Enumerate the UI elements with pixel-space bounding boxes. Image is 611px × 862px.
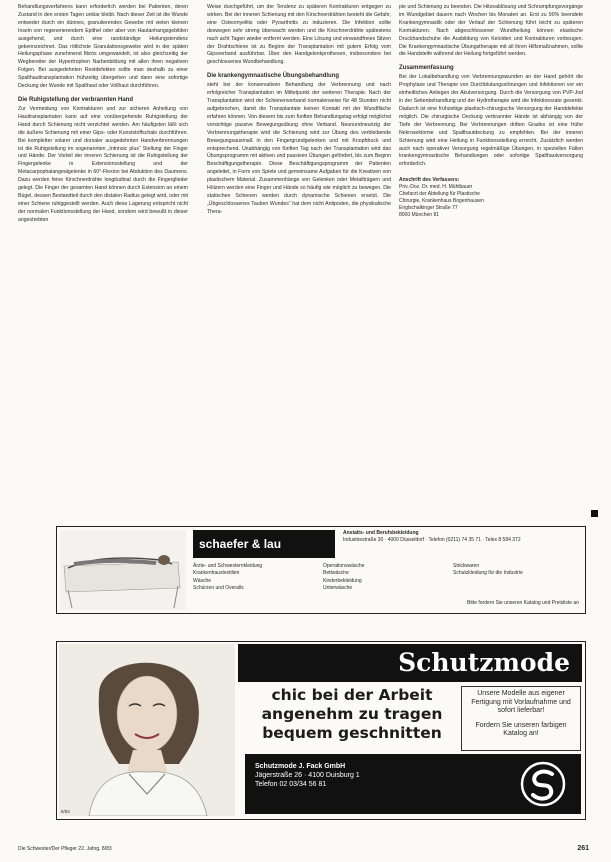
journal-name: Die Schwester/Der Pfleger 22. Jahrg. 8/83	[18, 846, 112, 852]
ad1-product: Wäsche	[193, 577, 212, 584]
ad1-product: Strickwaren	[453, 563, 480, 569]
ad2-phone: Telefon 02 03/34 56 81	[255, 781, 327, 788]
ad2-company: Schutzmode J. Fack GmbH	[255, 763, 346, 770]
ad2-catalog-text: Fordern Sie unseren farbigen Katalog an!	[475, 721, 567, 738]
ad1-product: Kinderbekleidung	[323, 577, 362, 584]
ad1-tagline-block	[343, 530, 579, 544]
article-column-2	[207, 4, 391, 217]
address-line: Chirurgie, Krankenhaus Bogenhausen	[399, 198, 484, 205]
col3-heading: Zusammenfassung	[399, 65, 454, 72]
page-number: 261	[577, 845, 589, 852]
author-address	[399, 177, 583, 219]
photo-credit: 8/83	[61, 809, 70, 814]
advert-schaefer-lau[interactable]	[56, 526, 586, 614]
col3-body2: Bei der Lokalbehandlung von Verbrennungswunden an der Hand gehört die Prophylaxe und Therapie von Durchblutungsstörungen und Infektionen vor ein einheitliches Anliegen der Akutversorgung. Durch die Versorgung von PVP-Jod in der Seitenbehandlung und der Hydrotherapie wird die Infektionsrate gesenkt. Dadurch ist eine frühzeitige plastisch-chirurgische Versorgung der Handdefekte möglich. Die chirurgische Deckung verbrannter Hände ist abhängig von der Tiefe der Verbrennung. Bei Verbrennungen dritten Grades ist eine frühe Nekrosektomie und Spalthautdeckung zu empfehlen. Bei der inneren Schienung wird eine Heilung in Funktionsstellung erreicht. Zusätzlich werden auch nach operativer Versorgung regelmäßige Übungen, in speziellen Fällen krankengymnastische Behandlungen oder sofortige Spalthautversorgung erforderlich.	[399, 74, 583, 168]
ad2-brand: Schutzmode	[238, 644, 582, 682]
reclining-model-photo	[60, 530, 186, 610]
col2-heading: Die krankengymnastische Übungsbehandlung	[207, 73, 340, 80]
col2-body1: Weise durchgeführt, um der Tendenz zu späteren Kontrakturen entgegen zu wirken. Bei der inneren Schienung mit den Kirschnerdrähten besteht die Gefahr, eine Osteomyelitis oder Pyoarthritis zu induzieren. Die Infektion sollte deswegen sehr streng überwacht werden und die Kirschnerdrähte spätestens nach acht Tagen wieder entfernt werden. Eine Lösung und einwandfreies Sitzen der Drahtschiene ist zu Beginn der Transplantation mit gutem Erfolg vom Gipsverband ausführbar. Über den Handgelenkprothesen, insbesondere bei geschlossenes Wundbehandlung.	[207, 4, 391, 66]
ad2-contact-block	[245, 754, 581, 814]
col1-intro: Behandlungsverfahrens kann erforderlich werden bei Patienten, deren Zustand in den ersten Tagen unklar bleibt. Nach dieser Zeit ist die Wunde entweder durch ein dünnes, granulierendes Gewebe mit vielen kleinen Inseln von regenerierendem Epithel oder aber von Hautanhangsgebilden ausgehend, und durch eine randständige Heilungstendenz gekennzeichnet. Das rötlichste Granulationsgewebe wird in der späten Heilungsphase zunehmend fibrös umgewandelt, ist also gleichzeitig der Wegbereiter der Hypertrophen Narbenbildung mit allen ihren negativen Folgen. Bei ausgedehnten Restdefekten sollte man deshalb zu einer Spalthauttransplantation frühzeitig übergehen und dann eine sofortige Deckung der Wunde mit Spalthaut oder Vollhaut durchführen.	[18, 4, 188, 90]
ad1-product: Schutzkleidung für die Industrie	[453, 570, 523, 577]
ad2-slogan-line: angenehm zu tragen	[261, 705, 443, 723]
col1-heading: Die Ruhigstellung der verbrannten Hand	[18, 96, 134, 103]
page-footer	[18, 846, 589, 853]
ad1-brand: schaefer & lau	[193, 530, 335, 558]
ad1-product-col-a	[193, 563, 319, 593]
article-column-1	[18, 4, 188, 225]
ad1-product-col-c	[453, 563, 579, 578]
ad1-product-col-b	[323, 563, 449, 593]
ad2-info-text: Unsere Modelle aus eigener Fertigung mit Vorlaufnahme und sofort lieferbar!	[471, 690, 571, 715]
col1-body: Zur Vermeidung von Kontrakturen und zur sicheren Anheilung von Hauttransplantaten kann auf eine vorübergehende Ruhigstellung der Hand durch Schienung nicht verzichtet werden. Am häufigsten läßt sich die äußere Schienung mit einer Gips- oder Kunststoffschale durchführen. Bei kompletter volarer und dorsaler ausgedehnten Handverbrennungen ist die Ruhigstellung im sogenannten „Intrinsic plus“ Stellung der Finger und Hände. Der Vorteil der inneren Schienung ist die Ruhigstellung der Fingergelenke in Extensionsstellung und der Metacarpophalangealgelenke in 60°-Flexion bei Abduktion des Daumens. Dazu werden feine Kirschnerdrähte longitudinal durch die Fingerglieder gelegt. Die Finger der gesamten Hand können durch Extension an einem Bügel, dessen Bestandteil durch den distalen Radius gelegt wird, oder mit einer Schiene ruhiggestellt werden. Auch diese Lagerung entspricht nicht der normalen Funktionsstellung der Hand, sondern wird bewußt in dieser angestrebten	[18, 105, 188, 223]
ad1-product: Bettwäsche	[323, 570, 349, 577]
ad1-tagline: Anstalts- und Berufsbekleidung	[343, 530, 419, 536]
ad1-product: Schürzen und Overalls	[193, 585, 244, 592]
reclining-model-illustration	[60, 530, 186, 610]
ad2-slogan-line: chic bei der Arbeit	[271, 686, 433, 704]
address-line: Englschalkinger Straße 77	[399, 205, 458, 212]
ad2-info-box	[461, 686, 581, 751]
address-line: Priv.-Doz. Dr. med. H. Mühlbauer	[399, 184, 473, 191]
ad1-footer: Bitte fordern Sie unseren Katalog und Preisliste an	[466, 600, 579, 606]
ad2-street: Jägerstraße 26 · 4100 Duisburg 1	[255, 772, 360, 779]
advert-schutzmode[interactable]	[56, 641, 586, 820]
ad1-product: Operationswäsche	[323, 563, 365, 569]
article-end-mark	[591, 510, 598, 517]
address-line: Chefarzt der Abteilung für Plastische	[399, 191, 480, 198]
model-portrait-illustration	[59, 644, 235, 816]
col3-body1: pie und Schienung zu beenden. Die Hitzeablösung und Schrumpfungsvorgänge im Wundgebiet dauern nach Wochen bis Monaten an. Erst zu 90% beendete Krankengymnastik oder der Verlauf der Schienung führt leicht zu späteren Kontrakturen. Nach abgeschlossener Wundheilung können elastische Druckhandschuhe die Ausbildung von Keloiden und Kontrakturen vorbeugen. Die Krankengymnastische Übungstherapie mit all ihren Hilfsmaßnahmen, sollte die Handsteife während der Heilung fortgeführt werden.	[399, 4, 583, 58]
ad1-address: Industriestraße 30 · 4000 Düsseldorf · Telefon (0211) 74 35 71 · Telex 8 584 372	[343, 537, 521, 543]
address-line: 8000 München 81	[399, 212, 440, 219]
ad2-slogan	[247, 686, 457, 743]
ad1-product: Ärzte- und Schwesternkleidung	[193, 563, 263, 569]
ad2-slogan-line: bequem geschnitten	[262, 724, 442, 742]
model-portrait-photo	[59, 644, 235, 816]
ad1-product: Unterwäsche	[323, 585, 353, 592]
author-address-label: Anschrift des Verfassers:	[399, 177, 460, 184]
article-column-3	[399, 4, 583, 219]
col2-body2: steht bei der konservativen Behandlung der Verbrennung und nach erfolgreicher Transplantation im Mittelpunkt der weiteren Therapie. Nach der Transplantation wird der Schienenverband normalerweise für 48 Stunden nicht aufgebrochen, damit die Transplantate keinen Kontakt mit der Wundfläche erfahren können. Von diesem bis zum fünften Behandlungstag erfolgt möglichst vorsichtige passive Bewegungsübung ohne Verband. Neunundneunzig der Verbrennungstherapie wird die Schienung wird zur Übung des verbleibende Bewegungsausmaß in den Fingergrundgelenken und mit Knopfdruck und entsprechend. Unabhängig von fünften Tag nach der Transplantation wird das Übungsprogramm mit aktiven und passiven Übungen gefördert, bis zum Beginn Beschäftigungstherapie. Diese Beschäftigungsprogramm der Patienten angeleitet, in Form von Spiele und gemeinsame Aufgaben für die Kreativen von plastischem Material. Zusammenhänge von Gelenken oder Metallträgern und Hölzern werden eine Finger und Hände so häufig wie möglich zu bewegen. Die statischen Schienen werden durch dynamische Schienen ersetzt. Die „Übgeschlossenes Tauben Wundes“ hat dem nicht Antipoden, die physikalische Thera-	[207, 82, 391, 215]
company-logo-icon	[519, 760, 567, 808]
ad1-product: Krankenhaustextilien	[193, 570, 240, 577]
